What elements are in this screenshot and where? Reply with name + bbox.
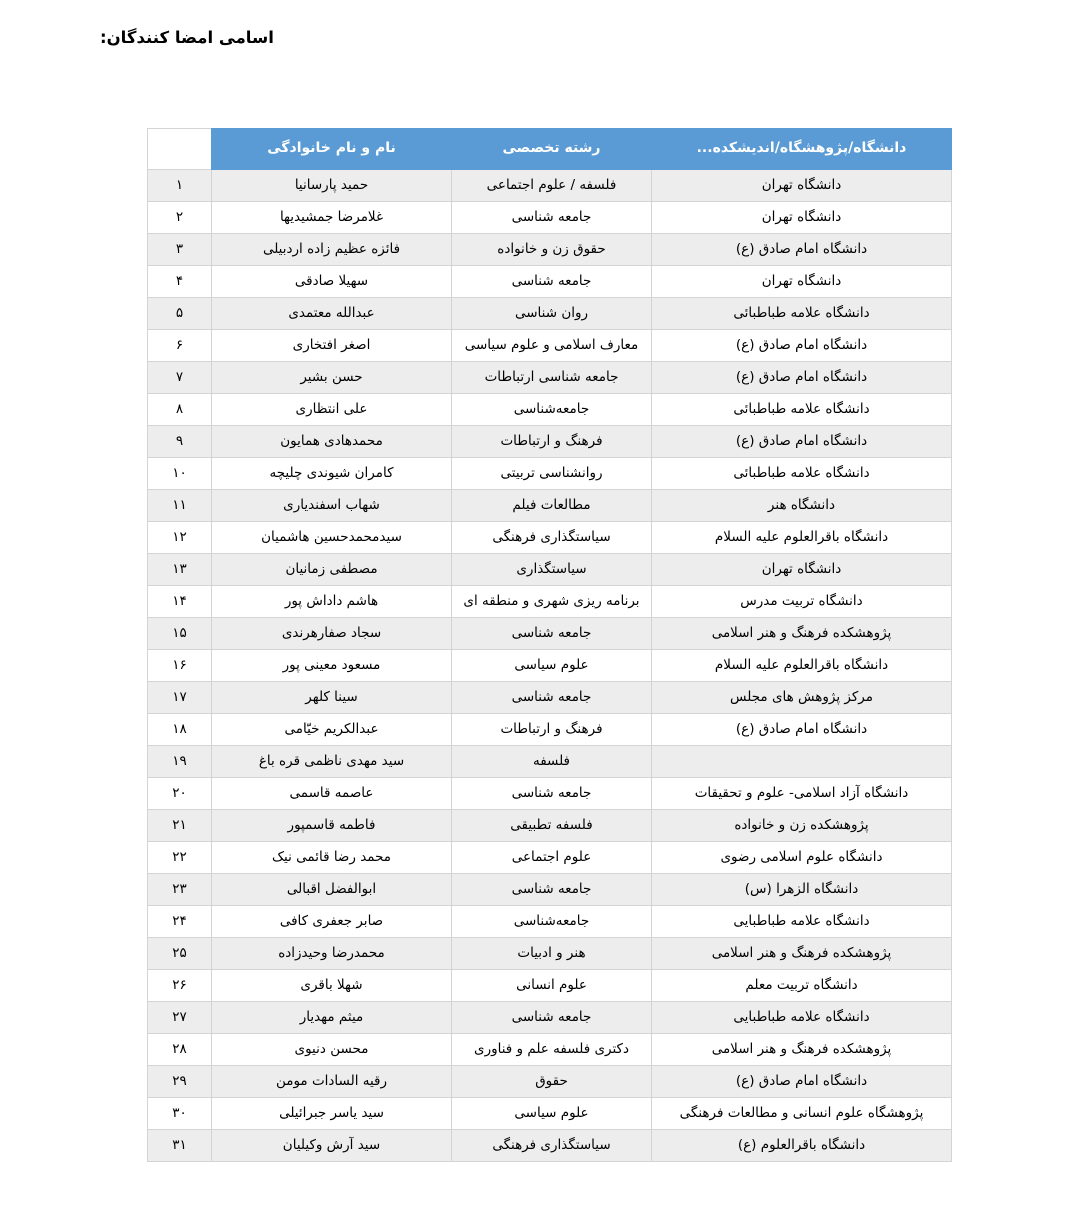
page-title-text: اسامی امضا کنندگان: <box>100 28 274 47</box>
cell-field: سیاستگذاری فرهنگی <box>452 522 652 554</box>
cell-institution: پژوهشگاه علوم انسانی و مطالعات فرهنگی <box>652 1098 952 1130</box>
cell-field: حقوق <box>452 1066 652 1098</box>
cell-field: جامعه شناسی <box>452 778 652 810</box>
table-row <box>148 458 952 490</box>
cell-number: ۱۴ <box>148 586 212 618</box>
cell-institution: دانشگاه باقرالعلوم (ع) <box>652 1130 952 1162</box>
cell-name: حسن بشیر <box>212 362 452 394</box>
table-row <box>148 1098 952 1130</box>
cell-number: ۱ <box>148 170 212 202</box>
cell-name: فاطمه قاسمپور <box>212 810 452 842</box>
table-row <box>148 1130 952 1162</box>
cell-field: جامعه شناسی <box>452 682 652 714</box>
cell-institution: دانشگاه امام صادق (ع) <box>652 1066 952 1098</box>
cell-number: ۲۴ <box>148 906 212 938</box>
cell-field: علوم سیاسی <box>452 1098 652 1130</box>
cell-name: عبدالکریم خیّامی <box>212 714 452 746</box>
cell-name: فائزه عظیم زاده اردبیلی <box>212 234 452 266</box>
cell-field: معارف اسلامی و علوم سیاسی <box>452 330 652 362</box>
table-row <box>148 810 952 842</box>
cell-field: جامعه‌شناسی <box>452 906 652 938</box>
cell-name: شهاب اسفندیاری <box>212 490 452 522</box>
cell-institution: دانشگاه آزاد اسلامی- علوم و تحقیقات <box>652 778 952 810</box>
cell-institution: دانشگاه باقرالعلوم علیه السلام <box>652 650 952 682</box>
cell-number: ۲۲ <box>148 842 212 874</box>
table-row <box>148 874 952 906</box>
cell-institution: دانشگاه تهران <box>652 554 952 586</box>
table-row <box>148 778 952 810</box>
cell-field: علوم اجتماعی <box>452 842 652 874</box>
cell-institution: پژوهشکده فرهنگ و هنر اسلامی <box>652 618 952 650</box>
table-row <box>148 714 952 746</box>
cell-field: فلسفه / علوم اجتماعی <box>452 170 652 202</box>
cell-number: ۱۷ <box>148 682 212 714</box>
cell-name: غلامرضا جمشیدیها <box>212 202 452 234</box>
cell-institution: دانشگاه علامه طباطبائی <box>652 458 952 490</box>
cell-name: ابوالفضل اقبالی <box>212 874 452 906</box>
cell-institution: دانشگاه علوم اسلامی رضوی <box>652 842 952 874</box>
cell-name: سیدمحمدحسین هاشمیان <box>212 522 452 554</box>
cell-name: رقیه السادات مومن <box>212 1066 452 1098</box>
column-header-name: نام و نام خانوادگی <box>212 129 452 170</box>
cell-name: سید مهدی ناظمی قره باغ <box>212 746 452 778</box>
cell-name: مصطفی زمانیان <box>212 554 452 586</box>
cell-field: فلسفه <box>452 746 652 778</box>
cell-institution: دانشگاه امام صادق (ع) <box>652 362 952 394</box>
table-body <box>148 170 952 1162</box>
cell-institution: دانشگاه تهران <box>652 266 952 298</box>
cell-institution: دانشگاه تهران <box>652 202 952 234</box>
cell-number: ۹ <box>148 426 212 458</box>
cell-name: مسعود معینی پور <box>212 650 452 682</box>
table-row <box>148 618 952 650</box>
table-row <box>148 1034 952 1066</box>
cell-institution: دانشگاه الزهرا (س) <box>652 874 952 906</box>
cell-number: ۳۱ <box>148 1130 212 1162</box>
cell-number: ۲ <box>148 202 212 234</box>
cell-institution: دانشگاه امام صادق (ع) <box>652 714 952 746</box>
cell-institution: دانشگاه علامه طباطبایی <box>652 906 952 938</box>
table-row <box>148 746 952 778</box>
cell-number: ۷ <box>148 362 212 394</box>
table-row <box>148 170 952 202</box>
cell-field: روانشناسی تربیتی <box>452 458 652 490</box>
cell-field: روان شناسی <box>452 298 652 330</box>
cell-field: حقوق زن و خانواده <box>452 234 652 266</box>
cell-name: سید یاسر جبرائیلی <box>212 1098 452 1130</box>
cell-number: ۱۸ <box>148 714 212 746</box>
cell-number: ۱۵ <box>148 618 212 650</box>
table-header-row <box>148 129 952 170</box>
table-row <box>148 394 952 426</box>
cell-number: ۲۳ <box>148 874 212 906</box>
cell-institution: دانشگاه امام صادق (ع) <box>652 234 952 266</box>
cell-field: مطالعات فیلم <box>452 490 652 522</box>
column-header-field: رشته تخصصی <box>452 129 652 170</box>
table-row <box>148 266 952 298</box>
cell-field: جامعه شناسی <box>452 874 652 906</box>
cell-name: محمدهادی همایون <box>212 426 452 458</box>
cell-number: ۱۰ <box>148 458 212 490</box>
signatories-table <box>147 128 952 1162</box>
table-row <box>148 298 952 330</box>
cell-field: برنامه ریزی شهری و منطقه ای <box>452 586 652 618</box>
cell-institution: دانشگاه علامه طباطبائی <box>652 298 952 330</box>
cell-field: سیاستگذاری فرهنگی <box>452 1130 652 1162</box>
cell-number: ۶ <box>148 330 212 362</box>
cell-number: ۲۷ <box>148 1002 212 1034</box>
cell-name: هاشم داداش پور <box>212 586 452 618</box>
table-row <box>148 970 952 1002</box>
cell-number: ۱۶ <box>148 650 212 682</box>
cell-institution: پژوهشکده زن و خانواده <box>652 810 952 842</box>
cell-name: کامران شیوندی چلیچه <box>212 458 452 490</box>
cell-number: ۲۰ <box>148 778 212 810</box>
table-row <box>148 202 952 234</box>
cell-name: محمدرضا وحیدزاده <box>212 938 452 970</box>
table-row <box>148 554 952 586</box>
cell-number: ۱۳ <box>148 554 212 586</box>
table-row <box>148 362 952 394</box>
cell-number: ۳ <box>148 234 212 266</box>
cell-number: ۲۶ <box>148 970 212 1002</box>
table-row <box>148 586 952 618</box>
cell-field: علوم انسانی <box>452 970 652 1002</box>
cell-institution: دانشگاه علامه طباطبائی <box>652 394 952 426</box>
cell-number: ۸ <box>148 394 212 426</box>
cell-institution: دانشگاه علامه طباطبایی <box>652 1002 952 1034</box>
cell-number: ۳۰ <box>148 1098 212 1130</box>
cell-number: ۱۹ <box>148 746 212 778</box>
cell-name: سینا کلهر <box>212 682 452 714</box>
cell-field: جامعه شناسی <box>452 266 652 298</box>
cell-name: عبدالله معتمدی <box>212 298 452 330</box>
cell-number: ۱۲ <box>148 522 212 554</box>
column-header-number <box>148 129 212 170</box>
table-row <box>148 906 952 938</box>
cell-name: سهیلا صادقی <box>212 266 452 298</box>
cell-institution: دانشگاه امام صادق (ع) <box>652 330 952 362</box>
table-row <box>148 522 952 554</box>
table-row <box>148 842 952 874</box>
table-row <box>148 1066 952 1098</box>
cell-field: جامعه شناسی <box>452 202 652 234</box>
cell-institution: مرکز پژوهش های مجلس <box>652 682 952 714</box>
cell-field: جامعه شناسی <box>452 1002 652 1034</box>
table-row <box>148 234 952 266</box>
table-row <box>148 1002 952 1034</box>
table-header <box>148 129 952 170</box>
cell-number: ۲۱ <box>148 810 212 842</box>
cell-name: محسن دنیوی <box>212 1034 452 1066</box>
cell-name: حمید پارسانیا <box>212 170 452 202</box>
cell-field: سیاستگذاری <box>452 554 652 586</box>
table-row <box>148 330 952 362</box>
cell-field: فرهنگ و ارتباطات <box>452 714 652 746</box>
cell-institution <box>652 746 952 778</box>
cell-name: اصغر افتخاری <box>212 330 452 362</box>
cell-number: ۵ <box>148 298 212 330</box>
cell-institution: دانشگاه امام صادق (ع) <box>652 426 952 458</box>
cell-number: ۴ <box>148 266 212 298</box>
cell-institution: دانشگاه باقرالعلوم علیه السلام <box>652 522 952 554</box>
table-row <box>148 938 952 970</box>
cell-field: فلسفه تطبیقی <box>452 810 652 842</box>
cell-number: ۲۸ <box>148 1034 212 1066</box>
signatories-table-container <box>148 128 952 1162</box>
cell-institution: دانشگاه تربیت معلم <box>652 970 952 1002</box>
cell-field: جامعه شناسی ارتباطات <box>452 362 652 394</box>
cell-name: سجاد صفارهرندی <box>212 618 452 650</box>
cell-field: جامعه شناسی <box>452 618 652 650</box>
cell-name: عاصمه قاسمی <box>212 778 452 810</box>
cell-field: جامعه‌شناسی <box>452 394 652 426</box>
cell-institution: دانشگاه تهران <box>652 170 952 202</box>
column-header-institution: دانشگاه/پژوهشگاه/اندیشکده... <box>652 129 952 170</box>
cell-name: علی انتظاری <box>212 394 452 426</box>
cell-institution: پژوهشکده فرهنگ و هنر اسلامی <box>652 1034 952 1066</box>
table-row <box>148 426 952 458</box>
cell-name: شهلا باقری <box>212 970 452 1002</box>
cell-institution: دانشگاه هنر <box>652 490 952 522</box>
cell-name: میثم مهدیار <box>212 1002 452 1034</box>
table-row <box>148 650 952 682</box>
cell-field: فرهنگ و ارتباطات <box>452 426 652 458</box>
cell-name: صابر جعفری کافی <box>212 906 452 938</box>
cell-institution: پژوهشکده فرهنگ و هنر اسلامی <box>652 938 952 970</box>
cell-field: دکتری فلسفه علم و فناوری <box>452 1034 652 1066</box>
cell-field: هنر و ادبیات <box>452 938 652 970</box>
cell-name: محمد رضا قائمی نیک <box>212 842 452 874</box>
table-row <box>148 490 952 522</box>
page-title <box>0 28 1080 47</box>
cell-field: علوم سیاسی <box>452 650 652 682</box>
cell-number: ۲۹ <box>148 1066 212 1098</box>
cell-number: ۱۱ <box>148 490 212 522</box>
cell-institution: دانشگاه تربیت مدرس <box>652 586 952 618</box>
cell-number: ۲۵ <box>148 938 212 970</box>
cell-name: سید آرش وکیلیان <box>212 1130 452 1162</box>
table-row <box>148 682 952 714</box>
